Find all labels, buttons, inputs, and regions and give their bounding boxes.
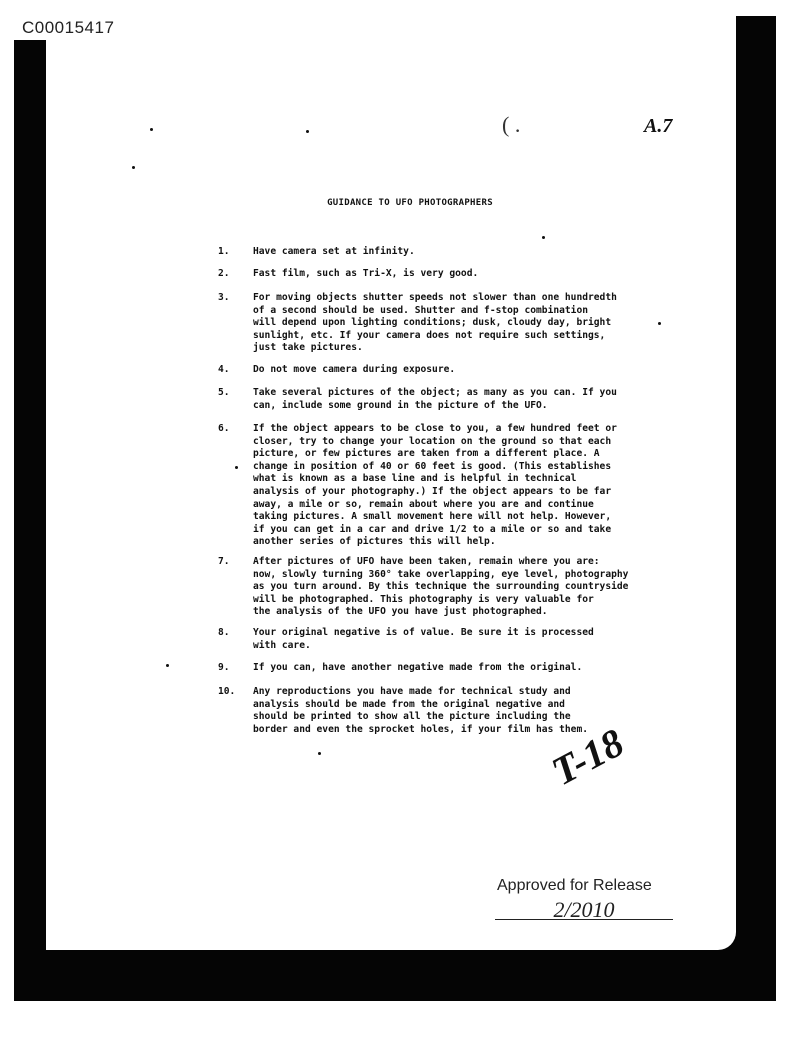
page-corner-mark: A.7 (644, 115, 673, 137)
scan-speck (318, 752, 321, 755)
item-text: If the object appears to be close to you, a few hundred feet or closer, try to change your location on the ground so that each picture, or few pictures are taken from a different place. A change in position of 40 or 60 feet is good. (This establishes what is known as a base line and is helpful in technical analysis of your photography.) If the object appears to be far away, a mile or so, remain about where you are and continue taking pictures. A small movement here will not help. However, if you can get in a car and drive 1/2 to a mile or so and take another series of pictures this will help. (253, 423, 617, 548)
scan-speck (166, 664, 169, 667)
circle-mark: ( . (502, 112, 521, 137)
scan-speck (542, 236, 545, 239)
item-number: 9. (218, 662, 230, 673)
item-number: 10. (218, 686, 236, 697)
approval-stamp: Approved for Release (497, 877, 652, 894)
item-number: 8. (218, 627, 230, 638)
item-text: Have camera set at infinity. (253, 246, 415, 257)
handwritten-code: T-18 (544, 719, 631, 795)
item-text: After pictures of UFO have been taken, remain where you are: now, slowly turning 360° take overlapping, eye level, photography as you turn around. By this technique the surrounding countryside will be photographed. This photography is very valuable for the analysis of the UFO you have just photographed. (253, 556, 629, 618)
item-text: Your original negative is of value. Be sure it is processed with care. (253, 627, 594, 651)
scan-speck (235, 466, 238, 469)
item-text: If you can, have another negative made from the original. (253, 662, 583, 673)
item-text: For moving objects shutter speeds not slower than one hundredth of a second should be used. Shutter and f-stop combination will depend upon lighting conditions; dusk, cloudy day, bright sunlight, etc. If your camera does not require such settings, just take pictures. (253, 292, 617, 354)
scan-speck (306, 130, 309, 133)
item-number: 6. (218, 423, 230, 434)
scan-speck (132, 166, 135, 169)
scan-speck (150, 128, 153, 131)
item-number: 5. (218, 387, 230, 398)
item-text: Do not move camera during exposure. (253, 364, 456, 375)
item-number: 1. (218, 246, 230, 257)
item-text: Fast film, such as Tri-X, is very good. (253, 268, 479, 279)
item-number: 4. (218, 364, 230, 375)
item-text: Any reproductions you have made for technical study and analysis should be made from the original negative and should be printed to show all the picture including the border and even the sprocket holes, if your film has them. (253, 686, 589, 735)
item-number: 7. (218, 556, 230, 567)
item-number: 3. (218, 292, 230, 303)
document-id: C00015417 (22, 18, 115, 37)
item-number: 2. (218, 268, 230, 279)
scan-speck (658, 322, 661, 325)
scan-bottom-shadow (14, 945, 776, 1001)
item-text: Take several pictures of the object; as many as you can. If you can, include some ground in the picture of the UFO. (253, 387, 617, 411)
approval-date: 2/2010 (495, 897, 673, 920)
document-title: GUIDANCE TO UFO PHOTOGRAPHERS (327, 198, 493, 208)
